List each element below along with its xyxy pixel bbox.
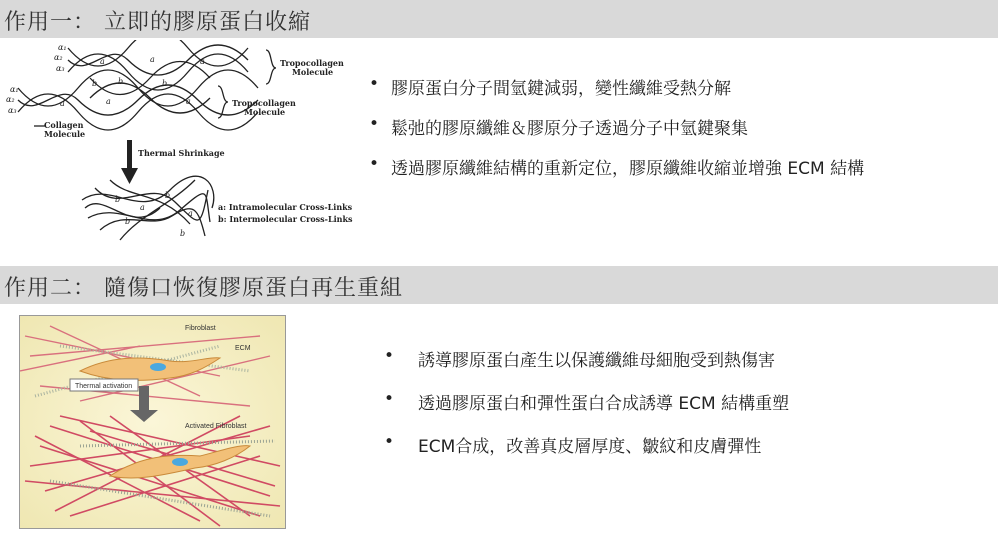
svg-text:α₁: α₁ bbox=[58, 43, 67, 52]
label-thermal-activation: Thermal activation bbox=[75, 383, 133, 390]
svg-text:b: b bbox=[118, 77, 124, 86]
label-tropocollagen-2b: Molecule bbox=[244, 107, 286, 117]
section1-point: • 透過膠原纖維結構的重新定位，膠原纖維收縮並增強 ECM 結構 bbox=[363, 154, 864, 194]
section2-title: 作用二： 隨傷口恢復膠原蛋白再生重組 bbox=[4, 276, 403, 301]
section2-points bbox=[378, 346, 789, 475]
svg-text:α₂: α₂ bbox=[6, 95, 15, 104]
label-tropocollagen-2a: Tropocollagen bbox=[232, 98, 296, 108]
svg-text:a: a bbox=[200, 57, 205, 66]
svg-text:α₃: α₃ bbox=[8, 106, 17, 115]
label-fibroblast: Fibroblast bbox=[185, 325, 216, 332]
svg-text:b: b bbox=[180, 229, 186, 238]
section2-banner bbox=[0, 266, 998, 304]
legend-a: a: Intramolecular Cross-Links bbox=[218, 202, 353, 212]
label-ecm: ECM bbox=[235, 345, 251, 352]
fibroblast-activation-illustration bbox=[19, 315, 286, 529]
svg-text:a: a bbox=[150, 55, 155, 64]
svg-text:a: a bbox=[60, 99, 65, 108]
svg-text:α₂: α₂ bbox=[54, 53, 63, 62]
svg-text:b: b bbox=[165, 191, 171, 200]
legend-b: b: Intermolecular Cross-Links bbox=[218, 214, 353, 224]
section1-banner bbox=[0, 0, 998, 38]
svg-text:a: a bbox=[100, 57, 105, 66]
label-collagen-b: Molecule bbox=[44, 129, 86, 139]
section2-point: • 透過膠原蛋白和彈性蛋白合成誘導 ECM 結構重塑 bbox=[378, 389, 789, 432]
label-tropocollagen-1a: Tropocollagen bbox=[280, 58, 344, 68]
svg-text:α₃: α₃ bbox=[56, 64, 65, 73]
svg-text:a: a bbox=[106, 97, 111, 106]
section1-point: • 膠原蛋白分子間氫鍵減弱，變性纖維受熱分解 bbox=[363, 74, 864, 114]
label-collagen-a: Collagen bbox=[44, 120, 84, 130]
svg-text:a: a bbox=[186, 97, 191, 106]
svg-text:a: a bbox=[188, 209, 193, 218]
section2-point: • 誘導膠原蛋白產生以保護纖維母細胞受到熱傷害 bbox=[378, 346, 789, 389]
section2-point: • ECM合成，改善真皮層厚度、皺紋和皮膚彈性 bbox=[378, 432, 789, 475]
collagen-shrinkage-svg bbox=[0, 40, 365, 252]
label-thermal-shrinkage: Thermal Shrinkage bbox=[138, 148, 225, 158]
collagen-shrinkage-diagram bbox=[0, 40, 365, 252]
section1-point: • 鬆弛的膠原纖維＆膠原分子透過分子中氫鍵聚集 bbox=[363, 114, 864, 154]
svg-text:a: a bbox=[140, 203, 145, 212]
svg-text:b: b bbox=[125, 217, 131, 226]
section1-points bbox=[363, 74, 864, 194]
label-activated-fibroblast: Activated Fibroblast bbox=[185, 423, 247, 430]
section1-title: 作用一： 立即的膠原蛋白收縮 bbox=[4, 10, 311, 35]
fibroblast-svg bbox=[20, 316, 285, 528]
svg-text:α₁: α₁ bbox=[10, 85, 19, 94]
svg-text:b: b bbox=[115, 195, 121, 204]
svg-text:b: b bbox=[92, 79, 98, 88]
label-tropocollagen-1b: Molecule bbox=[292, 67, 334, 77]
svg-text:b: b bbox=[162, 79, 168, 88]
